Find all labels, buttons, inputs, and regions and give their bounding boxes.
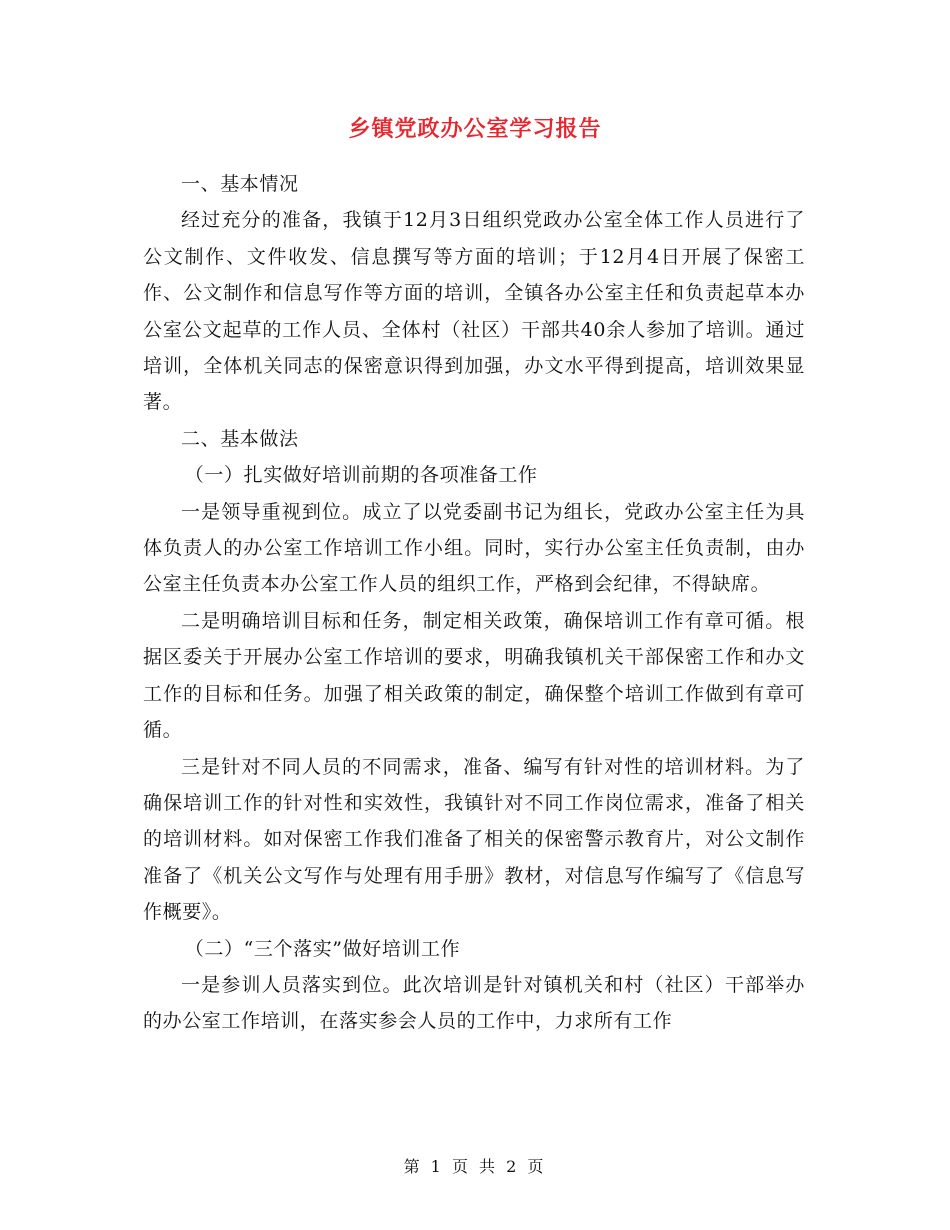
section-heading-basic-practices: 二、基本做法 (181, 427, 299, 450)
subsection-heading-preparation: （一）扎实做好培训前期的各项准备工作 (184, 464, 538, 487)
page-number-footer: 第 1 页 共 2 页 (403, 1157, 547, 1176)
paragraph-materials: 三是针对不同人员的不同需求，准备、编写有针对性的培训材料。为了确保培训工作的针对性和实效性，我镇针对不同工作岗位需求，准备了相关的培训材料。如对保密工作我们准备了相关的保密警示教育片，对公文制作准备了《机关公文写作与处理有用手册》教材，对信息写作编写了《信息写作概要》。 (143, 755, 805, 924)
document-title: 乡镇党政办公室学习报告 (348, 116, 602, 142)
paragraph-goals: 二是明确培训目标和任务，制定相关政策，确保培训工作有章可循。根据区委关于开展办公室工作培训的要求，明确我镇机关干部保密工作和办文工作的目标和任务。加强了相关政策的制定，确保整个培训工作做到有章可循。 (143, 609, 805, 742)
document-body (143, 166, 805, 1040)
paragraph-participants: 一是参训人员落实到位。此次培训是针对镇机关和村（社区）干部举办的办公室工作培训，在落实参会人员的工作中，力求所有工作 (143, 973, 805, 1033)
paragraph-leadership: 一是领导重视到位。成立了以党委副书记为组长，党政办公室主任为具体负责人的办公室工作培训工作小组。同时，实行办公室主任负责制，由办公室主任负责本办公室工作人员的组织工作，严格到会纪律，不得缺席。 (143, 500, 805, 596)
paragraph-overview: 经过充分的准备，我镇于12月3日组织党政办公室全体工作人员进行了公文制作、文件收发、信息撰写等方面的培训；于12月4日开展了保密工作、公文制作和信息写作等方面的培训，全镇各办公室主任和负责起草本办公室公文起草的工作人员、全体村（社区）干部共40余人参加了培训。通过培训，全体机关同志的保密意识得到加强，办文水平得到提高，培训效果显著。 (143, 209, 805, 414)
subsection-heading-three-implementations: （二）“三个落实”做好培训工作 (184, 937, 461, 960)
section-heading-basic-situation: 一、基本情况 (181, 173, 299, 195)
